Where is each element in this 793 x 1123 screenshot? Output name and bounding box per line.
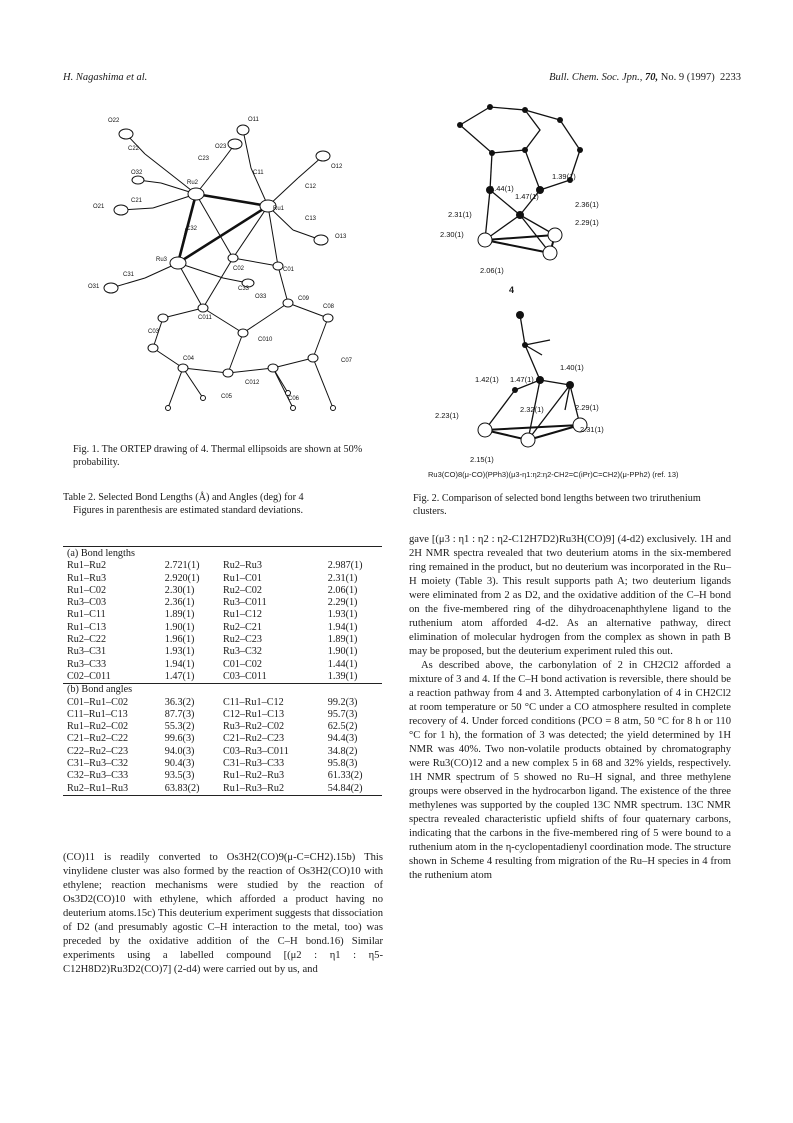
figure-label: C05 bbox=[221, 394, 233, 400]
figure-label: C13 bbox=[305, 216, 317, 222]
figure-label: C23 bbox=[198, 156, 210, 162]
figure-label: 2.06(1) bbox=[480, 266, 504, 275]
section-bond-lengths: (a) Bond lengths bbox=[67, 548, 135, 559]
bond-value-cell: 63.83(2) bbox=[164, 782, 200, 794]
reference-compound-label: Ru3(CO)8(μ-CO)(PPh3)(μ3-η1:η2:η2-CH2=C(iPr)C=CH2)(μ-PPh2) (ref. 13) bbox=[428, 470, 679, 479]
figure-label: C04 bbox=[183, 356, 195, 362]
table-2-caption: Table 2. Selected Bond Lengths (Å) and Angles (deg) for 4 bbox=[63, 492, 304, 503]
figure-label: C33 bbox=[238, 286, 250, 292]
bond-value-cell: 1.93(1) bbox=[164, 646, 195, 658]
bond-label-cell: Ru2–Ru3 bbox=[222, 560, 262, 572]
bond-label-cell: C31–Ru3–C33 bbox=[222, 758, 285, 770]
bond-value-cell: 1.89(1) bbox=[327, 634, 358, 646]
bond-value-cell: 2.987(1) bbox=[327, 560, 363, 572]
figure-label: O33 bbox=[255, 294, 267, 300]
bond-value-cell: 1.93(1) bbox=[327, 609, 358, 621]
journal-issue: No. 9 (1997) bbox=[660, 72, 715, 83]
bond-value-cell: 36.3(2) bbox=[164, 696, 195, 708]
bond-label-cell: C22–Ru2–C23 bbox=[67, 745, 129, 757]
figure-1-caption: Fig. 1. The ORTEP drawing of 4. Thermal ellipsoids are shown at 50% probability. bbox=[73, 444, 363, 468]
table-row bbox=[63, 609, 382, 621]
figure-label: 2.29(1) bbox=[575, 218, 599, 227]
figure-label: C11 bbox=[253, 170, 264, 176]
figure-label: O12 bbox=[331, 164, 343, 170]
figure-label: 2.23(1) bbox=[435, 411, 459, 420]
bond-value-cell: 1.94(1) bbox=[327, 621, 358, 633]
bond-label-cell: C32–Ru3–C33 bbox=[67, 770, 129, 782]
table-row bbox=[63, 646, 382, 658]
figure-label: C09 bbox=[298, 296, 310, 302]
bond-label-cell: Ru1–C01 bbox=[222, 572, 262, 584]
bond-label-cell: Ru1–Ru3–Ru2 bbox=[222, 782, 285, 794]
bond-table bbox=[63, 546, 382, 796]
figure-label: C010 bbox=[258, 337, 273, 343]
bond-value-cell: 2.06(1) bbox=[327, 584, 358, 596]
table-row bbox=[63, 585, 382, 597]
figure-label: O23 bbox=[215, 144, 227, 150]
figure-label: O22 bbox=[108, 118, 120, 124]
table-row bbox=[63, 758, 382, 770]
table-row bbox=[63, 697, 382, 709]
bond-value-cell: 62.5(2) bbox=[327, 721, 358, 733]
bond-value-cell: 1.47(1) bbox=[164, 670, 195, 682]
bond-label-cell: Ru1–C11 bbox=[67, 609, 106, 621]
bond-value-cell: 2.30(1) bbox=[164, 584, 195, 596]
bond-label-cell: Ru3–C03 bbox=[67, 597, 107, 609]
journal-volume: 70, bbox=[645, 72, 659, 83]
figure-label: Ru3 bbox=[156, 257, 168, 263]
bond-label-cell: C02–C011 bbox=[67, 670, 111, 682]
figure-label: Ru2 bbox=[187, 180, 199, 186]
bond-value-cell: 94.0(3) bbox=[164, 745, 195, 757]
bond-label-cell: C01–C02 bbox=[222, 658, 262, 670]
bond-value-cell: 2.36(1) bbox=[164, 597, 195, 609]
bond-value-cell: 1.94(1) bbox=[164, 658, 195, 670]
figure-label: 2.29(1) bbox=[575, 403, 599, 412]
table-row bbox=[63, 746, 382, 758]
bond-label-cell: C12–Ru1–C13 bbox=[222, 708, 285, 720]
section-bond-angles: (b) Bond angles bbox=[63, 684, 382, 697]
figure-label: 1.39(1) bbox=[552, 172, 576, 181]
figure-label: O31 bbox=[88, 284, 100, 290]
bond-value-cell: 95.7(3) bbox=[327, 708, 358, 720]
table-2-title bbox=[63, 491, 383, 517]
figure-label: C06 bbox=[288, 396, 300, 402]
figure-label: 1.47(1) bbox=[515, 192, 539, 201]
figure-label: C02 bbox=[233, 266, 245, 272]
table-row bbox=[63, 783, 382, 796]
table-row bbox=[63, 733, 382, 745]
bond-label-cell: Ru1–C12 bbox=[222, 609, 262, 621]
bond-label-cell: C03–C011 bbox=[222, 670, 267, 682]
figure-1-ortep bbox=[83, 108, 368, 438]
table-2-note: Figures in parenthesis are estimated standard deviations. bbox=[73, 505, 304, 516]
table-row bbox=[63, 709, 382, 721]
figure-label: Ru1 bbox=[273, 206, 285, 212]
table-row bbox=[63, 573, 382, 585]
figure-label: 1.44(1) bbox=[490, 184, 514, 193]
page-number: 2233 bbox=[720, 72, 741, 83]
bond-value-cell: 1.44(1) bbox=[327, 658, 358, 670]
journal-name: Bull. Chem. Soc. Jpn., bbox=[549, 72, 643, 83]
bond-label-cell: Ru2–Ru1–Ru3 bbox=[67, 782, 129, 794]
bond-label-cell: Ru3–Ru2–C02 bbox=[222, 721, 285, 733]
figure-label: O13 bbox=[335, 234, 347, 240]
bond-value-cell: 94.4(3) bbox=[327, 733, 358, 745]
bond-label-cell: C21–Ru2–C23 bbox=[222, 733, 285, 745]
bond-value-cell: 1.96(1) bbox=[164, 634, 195, 646]
bond-value-cell: 1.39(1) bbox=[327, 670, 358, 682]
figure-label: C08 bbox=[323, 304, 335, 310]
table-row bbox=[63, 721, 382, 733]
bond-label-cell: Ru2–C22 bbox=[67, 634, 107, 646]
figure-label: 2.15(1) bbox=[470, 455, 494, 464]
table-row bbox=[63, 770, 382, 782]
figure-2-reference-cluster bbox=[430, 300, 620, 470]
bond-value-cell: 2.29(1) bbox=[327, 597, 358, 609]
figure-label: C011 bbox=[198, 315, 212, 321]
figure-2-compound-4 bbox=[430, 95, 610, 300]
figure-label: C31 bbox=[123, 272, 135, 278]
bond-label-cell: Ru3–C011 bbox=[222, 597, 267, 609]
right-column-text bbox=[409, 533, 731, 883]
bond-value-cell: 61.33(2) bbox=[327, 770, 363, 782]
bond-label-cell: Ru2–C23 bbox=[222, 634, 262, 646]
table-row bbox=[63, 560, 382, 572]
figure-label: C01 bbox=[283, 267, 295, 273]
bond-value-cell: 1.90(1) bbox=[164, 621, 195, 633]
compound-4-label: 4 bbox=[509, 285, 515, 295]
bond-label-cell: C03–Ru3–C011 bbox=[222, 745, 289, 757]
bond-value-cell: 2.31(1) bbox=[327, 572, 358, 584]
bond-value-cell: 2.920(1) bbox=[164, 572, 200, 584]
bond-value-cell: 54.84(2) bbox=[327, 782, 363, 794]
bond-label-cell: Ru1–C02 bbox=[67, 584, 107, 596]
bond-label-cell: Ru1–Ru3 bbox=[67, 572, 107, 584]
figure-label: 2.32(1) bbox=[520, 405, 544, 414]
bond-value-cell: 95.8(3) bbox=[327, 758, 358, 770]
figure-label: C32 bbox=[186, 226, 198, 232]
figure-label: C07 bbox=[341, 358, 353, 364]
figure-label: 1.42(1) bbox=[475, 375, 499, 384]
figure-label: C012 bbox=[245, 380, 260, 386]
bond-label-cell: C11–Ru1–C13 bbox=[67, 708, 128, 720]
figure-label: O32 bbox=[131, 170, 143, 176]
figure-label: 1.40(1) bbox=[560, 363, 584, 372]
table-row bbox=[63, 597, 382, 609]
bond-value-cell: 2.721(1) bbox=[164, 560, 200, 572]
figure-2-caption: Fig. 2. Comparison of selected bond lengths between two triruthenium clusters. bbox=[413, 493, 701, 517]
bond-label-cell: Ru3–C32 bbox=[222, 646, 262, 658]
bond-label-cell: Ru3–C33 bbox=[67, 658, 107, 670]
figure-label: C22 bbox=[128, 146, 140, 152]
bond-value-cell: 1.89(1) bbox=[164, 609, 195, 621]
figure-label: 2.30(1) bbox=[440, 230, 464, 239]
bond-label-cell: C21–Ru2–C22 bbox=[67, 733, 129, 745]
figure-label: O11 bbox=[248, 117, 259, 123]
bond-value-cell: 55.3(2) bbox=[164, 721, 195, 733]
bond-value-cell: 1.90(1) bbox=[327, 646, 358, 658]
table-row bbox=[63, 671, 382, 684]
right-paragraph-2: As described above, the carbonylation of 2 in CH2Cl2 afforded a mixture of 3 and 4. If the C–H bond activation is reversible, there should be a reaction pathway from 4 and 3. Attempted carbonylation of 4 in CH2Cl2 at room temperature or 50 °C under a CO atmosphere resulted in complete recovery of 4. Under forced conditions (PCO = 8 atm, 50 °C for 8 h or 110 °C for 1 h), the formation of 3 was detected; the yield determined by 1H NMR was 40%. Two non-volatile products obtained by chromatography were Ru3(CO)12 and a new complex 5 in 68 and 32% yields, respectively. 1H NMR spectrum of 5 showed no Ru–H signal, and three methylene groups were observed in the hydrocarbon ligand. The existence of the three methylenes was supported by the coupled 13C NMR spectrum. 13C NMR spectra revealed characteristic upfield shifts of four quaternary carbons, indicating that the carbons in the five-membered ring of 5 were bound to a ruthenium atom in the η-cyclopentadienyl coordination mode. The structure shown in Scheme 4 resulting from migration of the Ru–H species in 4 from the ruthenium atom bbox=[409, 660, 731, 881]
bond-label-cell: Ru1–Ru2–C02 bbox=[67, 721, 129, 733]
figure-label: O21 bbox=[93, 204, 105, 210]
bond-value-cell: 93.5(3) bbox=[164, 770, 195, 782]
running-head-journal bbox=[549, 72, 741, 83]
right-paragraph-1: gave [(μ3 : η1 : η2 : η2-C12H7D2)Ru3H(CO)9] (4-d2) exclusively. 1H and 2H NMR spectra revealed that two deuterium atoms in the six-membered ring remained in the product, but no deuterium was incorporated in the Ru–H moiety (Table 3). This result supports path A; two deuterium ligands were eliminated from 2 as D2, and the oxidative addition of the C–H bond on the five-membered ring of the dihydroacenaphthylene ligand to the ruthenium atom afforded 4-d2. As an alternative pathway, direct elimination of molecular hydrogen from the complex as shown in path B may be proposed, but the deuterium experiment ruled this out. bbox=[409, 534, 731, 657]
bond-value-cell: 34.8(2) bbox=[327, 745, 358, 757]
bond-value-cell: 90.4(3) bbox=[164, 758, 195, 770]
bond-label-cell: C11–Ru1–C12 bbox=[222, 696, 284, 708]
left-paragraph: (CO)11 is readily converted to Os3H2(CO)9(μ-C=CH2).15b) This vinylidene cluster was also formed by the reaction of Os3H2(CO)10 with ethylene; reaction mechanisms were studied by the reaction of Os3D2(CO)10 with ethylene, which afforded a product having no deuterium atoms.15c) This deuterium experiment suggests that dissociation of D2 (and presumably agostic C–H interaction to the metal, too) was preceded by the oxidative addition of the C–H bond.16) Similar experiments using a labelled compound [(μ2 : η1 : η5-C12H8D2)Ru3D2(CO)7] (2-d4) were carried out by us, and bbox=[63, 852, 383, 975]
bond-label-cell: Ru1–C13 bbox=[67, 621, 107, 633]
table-row bbox=[63, 622, 382, 634]
left-column-text bbox=[63, 851, 383, 977]
bond-label-cell: Ru3–C31 bbox=[67, 646, 107, 658]
figure-label: 1.47(1) bbox=[510, 375, 534, 384]
figure-label: C12 bbox=[305, 184, 317, 190]
bond-label-cell: Ru2–C21 bbox=[222, 621, 262, 633]
bond-label-cell: C01–Ru1–C02 bbox=[67, 696, 129, 708]
running-head-authors: H. Nagashima et al. bbox=[63, 72, 148, 83]
bond-value-cell: 87.7(3) bbox=[164, 708, 195, 720]
figure-label: 2.31(1) bbox=[580, 425, 604, 434]
bond-value-cell: 99.2(3) bbox=[327, 696, 358, 708]
bond-value-cell: 99.6(3) bbox=[164, 733, 195, 745]
bond-label-cell: C31–Ru3–C32 bbox=[67, 758, 129, 770]
bond-label-cell: Ru2–C02 bbox=[222, 584, 262, 596]
table-row bbox=[63, 634, 382, 646]
figure-label: 2.31(1) bbox=[448, 210, 472, 219]
figure-label: 2.36(1) bbox=[575, 200, 599, 209]
figure-label: C03 bbox=[148, 329, 160, 335]
bond-label-cell: Ru1–Ru2 bbox=[67, 560, 107, 572]
figure-label: C21 bbox=[131, 198, 143, 204]
bond-label-cell: Ru1–Ru2–Ru3 bbox=[222, 770, 285, 782]
table-row bbox=[63, 659, 382, 671]
